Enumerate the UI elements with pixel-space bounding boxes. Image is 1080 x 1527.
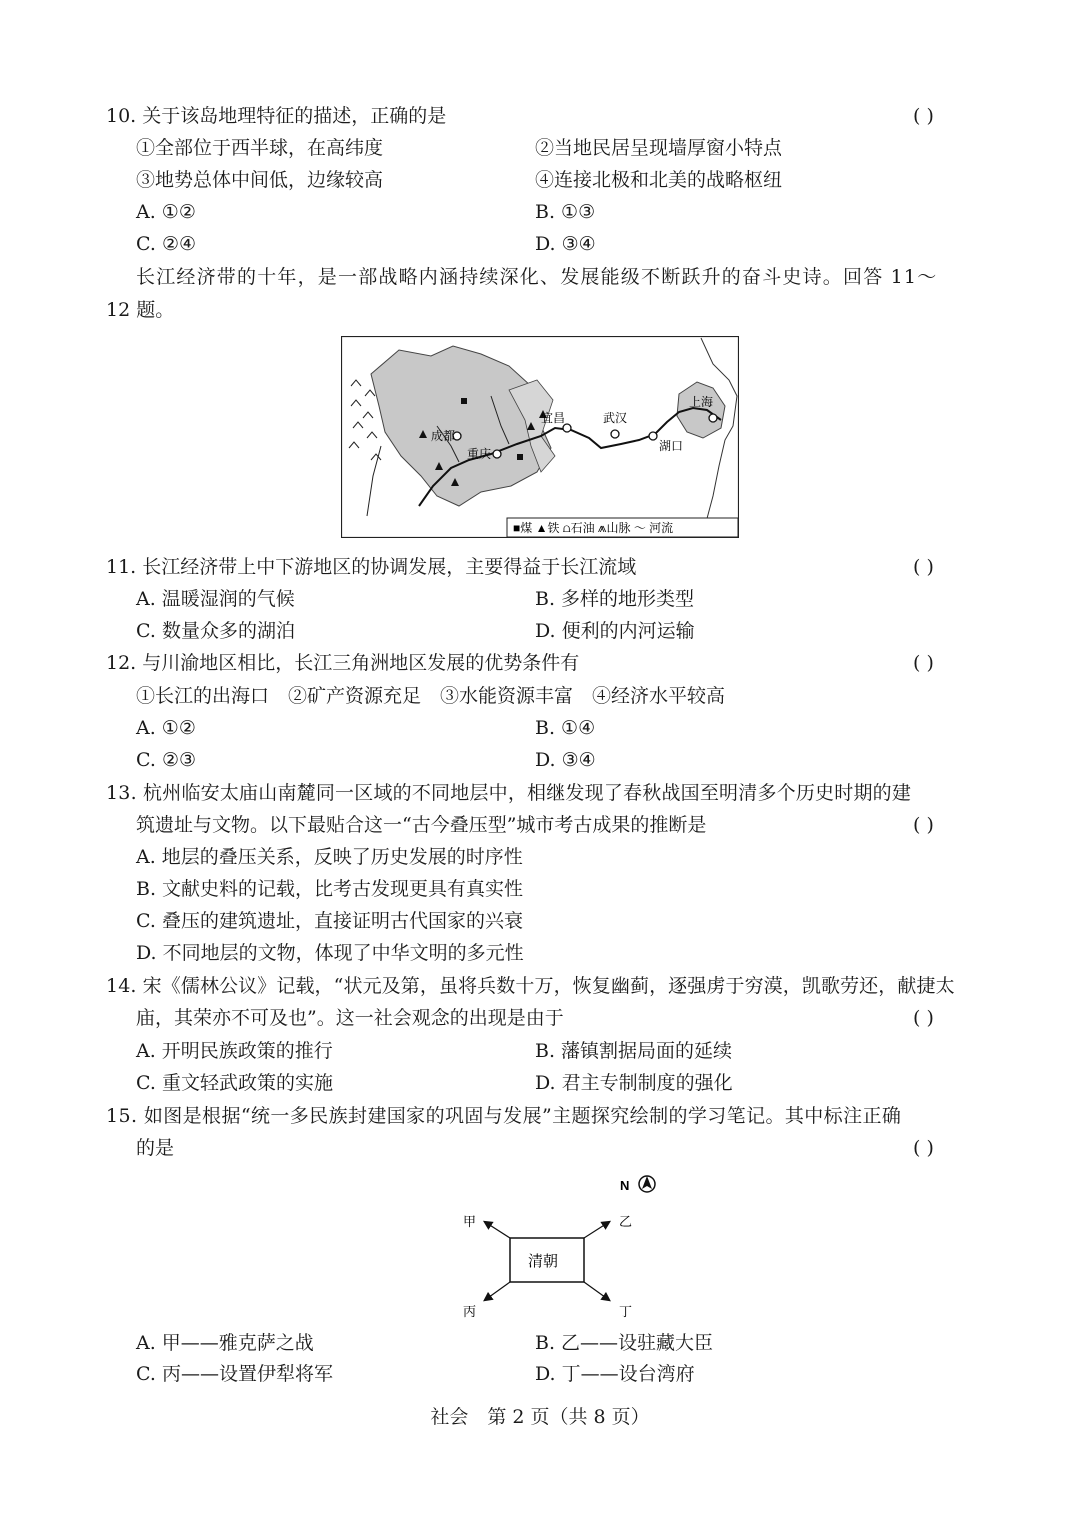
q10-statement-3: ③地势总体中间低，边缘较高	[136, 169, 384, 191]
q10-statement-1: ①全部位于西半球，在高纬度	[136, 137, 384, 159]
map-label-hukou: 湖口	[659, 439, 684, 453]
q15-option-d: D. 丁——设台湾府	[535, 1363, 695, 1385]
qing-dynasty-diagram	[455, 1170, 665, 1320]
q13-stem-line-2: 筑遗址与文物。以下最贴合这一“古今叠压型”城市考古成果的推断是	[136, 814, 707, 836]
north-label: N	[620, 1178, 630, 1193]
q10-option-b: B. ①③	[535, 201, 596, 223]
label-bing: 丙	[463, 1304, 477, 1319]
q10-statement-2: ②当地民居呈现墙厚窗小特点	[535, 137, 783, 159]
yangtze-economic-belt-map	[341, 336, 739, 538]
q11-option-c: C. 数量众多的湖泊	[136, 620, 295, 642]
q15-option-b: B. 乙——设驻藏大臣	[535, 1332, 714, 1354]
q15-stem-line-2: 的是	[136, 1137, 175, 1159]
q12-option-c: C. ②③	[136, 749, 197, 771]
q12-option-d: D. ③④	[535, 749, 596, 771]
map-label-yichang: 宜昌	[541, 411, 566, 425]
label-yi: 乙	[619, 1214, 633, 1229]
q13-option-b: B. 文献史料的记载，比考古发现更具有真实性	[136, 878, 524, 900]
q13-answer-paren: ( )	[913, 814, 934, 836]
q14-option-a: A. 开明民族政策的推行	[136, 1040, 333, 1062]
q14-stem-line-1: 14. 宋《儒林公议》记载，“状元及第，虽将兵数十万，恢复幽蓟，逐强虏于穷漠，凯歌劳还，献捷太	[106, 975, 955, 997]
q13-option-d: D. 不同地层的文物，体现了中华文明的多元性	[136, 942, 524, 964]
q10-answer-paren: ( )	[913, 105, 934, 127]
q12-answer-paren: ( )	[913, 652, 934, 674]
q14-option-c: C. 重文轻武政策的实施	[136, 1072, 333, 1094]
q14-option-b: B. 藩镇割据局面的延续	[535, 1040, 733, 1062]
map-svg	[341, 336, 739, 538]
label-ding: 丁	[619, 1304, 633, 1319]
q11-stem: 11. 长江经济带上中下游地区的协调发展，主要得益于长江流域	[106, 556, 637, 578]
q15-option-a: A. 甲——雅克萨之战	[136, 1332, 314, 1354]
label-jia: 甲	[463, 1214, 477, 1229]
q14-option-d: D. 君主专制制度的强化	[535, 1072, 733, 1094]
map-label-wuhan: 武汉	[603, 411, 628, 425]
page-footer: 社会 第 2 页（共 8 页）	[430, 1406, 650, 1428]
q15-option-c: C. 丙——设置伊犁将军	[136, 1363, 333, 1385]
q12-option-a: A. ①②	[136, 717, 196, 739]
q10-option-c: C. ②④	[136, 233, 197, 255]
intro-line-1: 长江经济带的十年，是一部战略内涵持续深化、发展能级不断跃升的奋斗史诗。回答 11～	[136, 266, 938, 288]
center-label: 清朝	[528, 1253, 559, 1270]
map-legend: ■煤 ▲铁 ⩍石油 ⩕山脉 〜 河流	[513, 521, 674, 535]
q11-option-a: A. 温暖湿润的气候	[136, 588, 295, 610]
q10-option-a: A. ①②	[136, 201, 196, 223]
north-arrow-icon	[639, 1176, 655, 1192]
q15-answer-paren: ( )	[913, 1137, 934, 1159]
q11-answer-paren: ( )	[913, 556, 934, 578]
q14-answer-paren: ( )	[913, 1007, 934, 1029]
q12-statements: ①长江的出海口 ②矿产资源充足 ③水能资源丰富 ④经济水平较高	[136, 685, 726, 707]
q14-stem-line-2: 庙，其荣亦不可及也”。这一社会观念的出现是由于	[136, 1007, 564, 1029]
q15-stem-line-1: 15. 如图是根据“统一多民族封建国家的巩固与发展”主题探究绘制的学习笔记。其中标注正确	[106, 1105, 902, 1127]
map-label-chengdu: 成都	[431, 429, 456, 443]
q10-statement-4: ④连接北极和北美的战略枢纽	[535, 169, 783, 191]
map-label-chongqing: 重庆	[467, 447, 492, 461]
q10-stem: 10. 关于该岛地理特征的描述，正确的是	[106, 105, 447, 127]
q13-option-a: A. 地层的叠压关系，反映了历史发展的时序性	[136, 846, 523, 868]
q13-option-c: C. 叠压的建筑遗址，直接证明古代国家的兴衰	[136, 910, 523, 932]
map-label-shanghai: 上海	[689, 395, 714, 409]
q11-option-b: B. 多样的地形类型	[535, 588, 695, 610]
intro-line-2: 12 题。	[106, 299, 175, 321]
q11-option-d: D. 便利的内河运输	[535, 620, 695, 642]
q10-option-d: D. ③④	[535, 233, 596, 255]
q13-stem-line-1: 13. 杭州临安太庙山南麓同一区域的不同地层中，相继发现了春秋战国至明清多个历史时期的建	[106, 782, 912, 804]
q12-option-b: B. ①④	[535, 717, 596, 739]
diagram-svg	[455, 1170, 665, 1320]
q12-stem: 12. 与川渝地区相比，长江三角洲地区发展的优势条件有	[106, 652, 580, 674]
